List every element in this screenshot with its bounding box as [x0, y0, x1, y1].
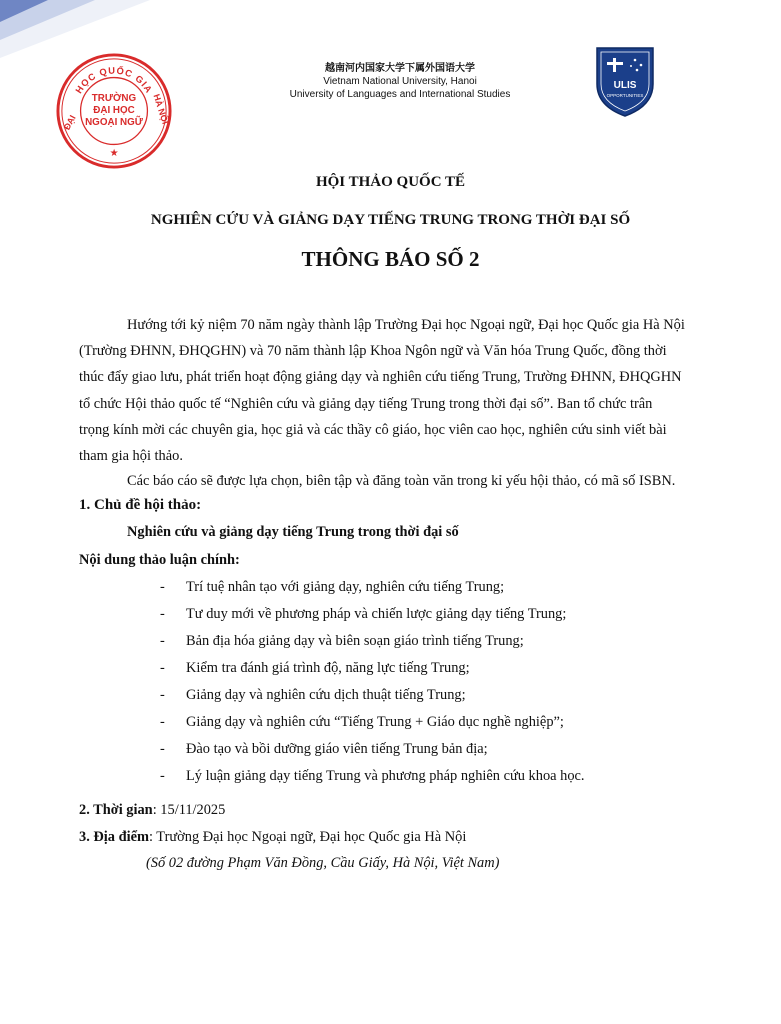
- seal-arc-top: HỌC QUỐC GIA: [73, 65, 155, 96]
- bullet-dash: -: [160, 687, 165, 703]
- intro-line: tham gia hội thảo.: [79, 448, 183, 465]
- list-item-text: Giảng dạy và nghiên cứu dịch thuật tiếng Trung;: [186, 687, 466, 703]
- intro-line: (Trường ĐHNN, ĐHQGHN) và 70 năm thành lập Khoa Ngôn ngữ và Văn hóa Trung Quốc, đồng thời: [79, 343, 667, 360]
- institution-chinese-name: 越南河内国家大学下属外国语大学: [325, 63, 475, 74]
- bullet-dash: -: [160, 606, 165, 622]
- list-item-text: Kiểm tra đánh giá trình độ, năng lực tiếng Trung;: [186, 660, 470, 676]
- section-1-topic: Nghiên cứu và giảng dạy tiếng Trung trong thời đại số: [127, 524, 459, 540]
- section-3-label: 3. Địa điểm: [79, 829, 149, 845]
- seal-arc-left: ĐẠI: [61, 113, 78, 132]
- publication-note: Các báo cáo sẽ được lựa chọn, biên tập và đăng toàn văn trong kỉ yếu hội thảo, có mã số ISBN.: [127, 473, 676, 489]
- list-item-text: Bản địa hóa giảng dạy và biên soạn giáo trình tiếng Trung;: [186, 633, 524, 649]
- section-3-value: : Trường Đại học Ngoại ngữ, Đại học Quốc gia Hà Nội: [148, 829, 467, 845]
- institution-line-2: Vietnam National University, Hanoi: [323, 76, 477, 87]
- bullet-dash: -: [160, 741, 165, 757]
- list-item-text: Trí tuệ nhân tạo với giảng dạy, nghiên cứu tiếng Trung;: [186, 579, 505, 595]
- institution-header: [270, 62, 530, 101]
- intro-line: thúc đẩy giao lưu, phát triển hoạt động giảng dạy và nghiên cứu tiếng Trung, Trường ĐHNN, ĐHQGHN: [79, 369, 682, 386]
- section-3-venue: [79, 829, 466, 846]
- list-item: [160, 687, 466, 704]
- notice-number: THÔNG BÁO SỐ 2: [301, 247, 480, 271]
- university-seal: [55, 52, 173, 170]
- bullet-dash: -: [160, 633, 165, 649]
- corner-decoration: [0, 0, 150, 60]
- section-2-time: [79, 802, 225, 819]
- intro-line: Hướng tới kỷ niệm 70 năm ngày thành lập Trường Đại học Ngoại ngữ, Đại học Quốc gia Hà Nội: [127, 317, 685, 333]
- section-2-value: : 15/11/2025: [152, 802, 226, 818]
- list-item: [160, 768, 585, 785]
- discussion-content-title: Nội dung thảo luận chính:: [79, 552, 240, 568]
- list-item: [160, 633, 524, 650]
- section-2-label: 2. Thời gian: [79, 802, 153, 818]
- list-item: [160, 579, 504, 596]
- list-item-text: Tư duy mới về phương pháp và chiến lược giảng dạy tiếng Trung;: [186, 606, 567, 622]
- seal-arc-right: HÀ NỘI: [151, 92, 171, 126]
- bullet-dash: -: [160, 768, 165, 784]
- ulis-logo: [593, 44, 657, 118]
- intro-paragraph: [79, 312, 707, 469]
- list-item: [160, 714, 564, 731]
- conference-title: HỘI THẢO QUỐC TẾ: [315, 174, 466, 190]
- institution-line-3: University of Languages and International Studies: [289, 89, 511, 100]
- conference-theme: NGHIÊN CỨU VÀ GIẢNG DẠY TIẾNG TRUNG TRONG THỜI ĐẠI SỐ: [150, 212, 631, 228]
- intro-line: tổ chức Hội thảo quốc tế “Nghiên cứu và giảng dạy tiếng Trung trong thời đại số”. Ban tổ chức trân: [79, 395, 653, 412]
- bullet-dash: -: [160, 660, 165, 676]
- list-item: [160, 660, 470, 677]
- intro-line: trọng kính mời các chuyên gia, học giả và các thầy cô giáo, học viên cao học, nghiên cứu sinh viết bài: [79, 421, 667, 438]
- venue-address: (Số 02 đường Phạm Văn Đồng, Cầu Giấy, Hà Nội, Việt Nam): [146, 855, 500, 871]
- seal-line-3: NGOẠI NGỮ: [85, 116, 143, 128]
- logo-motto: OPPORTUNITIES: [606, 93, 644, 98]
- list-item: [160, 741, 488, 758]
- list-item-text: Lý luận giảng dạy tiếng Trung và phương pháp nghiên cứu khoa học.: [186, 768, 585, 784]
- logo-text: ULIS: [613, 80, 637, 91]
- seal-star-icon: ★: [109, 148, 119, 160]
- section-1-title: 1. Chủ đề hội thảo:: [79, 497, 202, 513]
- svg-text:HỌC QUỐC GIA: [74, 65, 155, 96]
- bullet-dash: -: [160, 714, 165, 730]
- bullet-dash: -: [160, 579, 165, 595]
- list-item: [160, 606, 566, 623]
- seal-line-1: TRƯỜNG: [91, 93, 137, 105]
- list-item-text: Giảng dạy và nghiên cứu “Tiếng Trung + Giáo dục nghề nghiệp”;: [186, 714, 564, 730]
- list-item-text: Đào tạo và bồi dưỡng giáo viên tiếng Trung bản địa;: [186, 741, 488, 757]
- seal-line-2: ĐẠI HỌC: [93, 104, 135, 116]
